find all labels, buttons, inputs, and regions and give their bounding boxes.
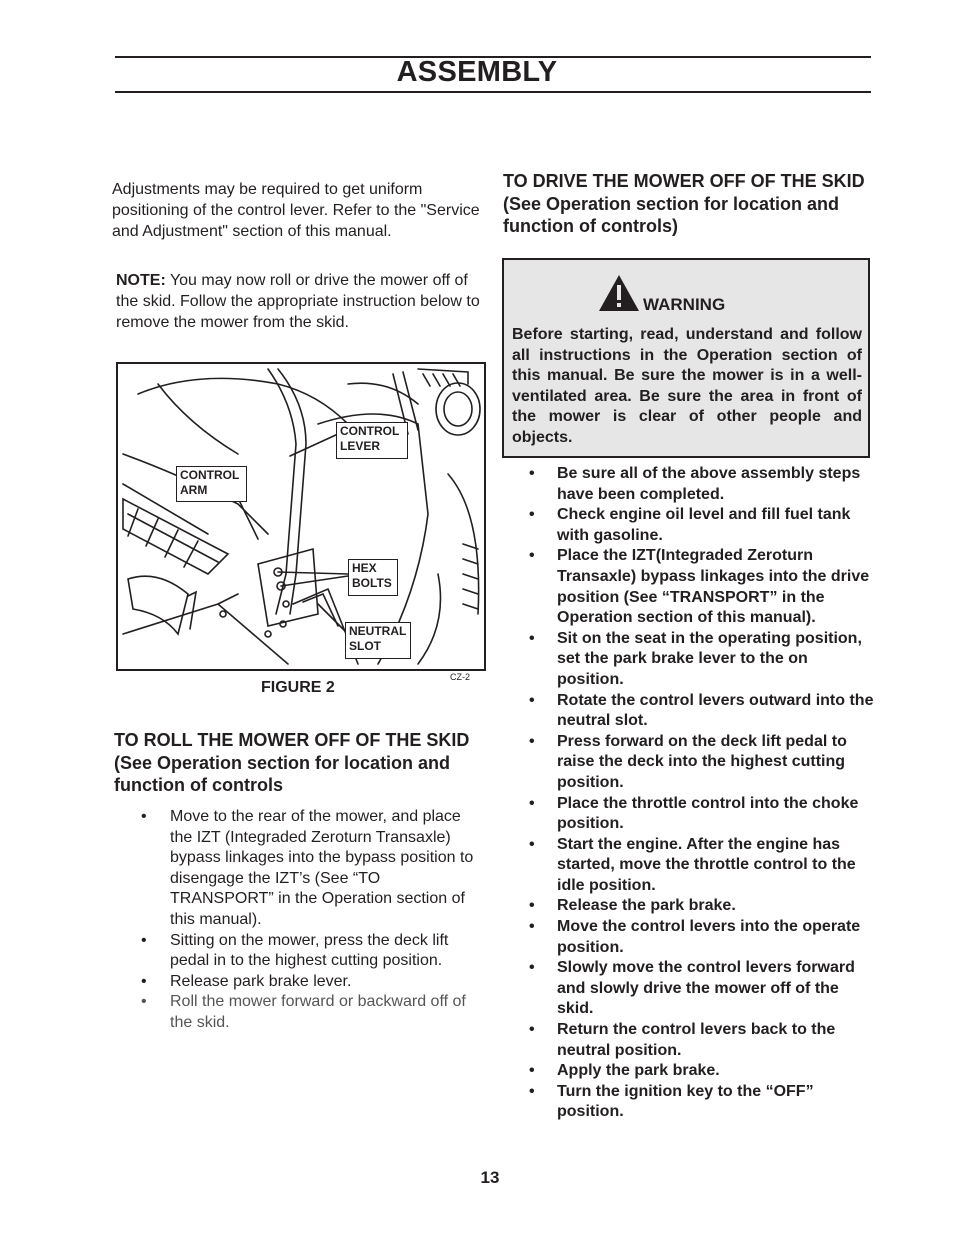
list-item: • Release park brake lever. bbox=[114, 972, 486, 993]
list-item: • Roll the mower forward or backward off of the skid. bbox=[114, 992, 486, 1033]
note-text: You may now roll or drive the mower off of the skid. Follow the appropriate instruction below to remove the mower from the skid. bbox=[116, 272, 480, 331]
list-item: • Place the IZT(Integraded Zeroturn Transaxle) bypass linkages into the drive position (See “TRANSPORT” in the Operation section of this manual). bbox=[502, 546, 874, 628]
warning-box bbox=[502, 258, 870, 458]
callout-hex-bolts: HEX BOLTS bbox=[348, 559, 398, 596]
drive-heading: TO DRIVE THE MOWER OFF OF THE SKID (See Operation section for location and function of controls) bbox=[503, 171, 865, 236]
drive-steps-list bbox=[502, 464, 874, 1123]
list-item: • Place the throttle control into the choke position. bbox=[502, 794, 874, 835]
list-item: • Start the engine. After the engine has started, move the throttle control to the idle position. bbox=[502, 835, 874, 897]
callout-neutral-slot: NEUTRAL SLOT bbox=[345, 622, 411, 659]
list-item: • Sitting on the mower, press the deck lift pedal in to the highest cutting position. bbox=[114, 931, 486, 972]
intro-paragraph: Adjustments may be required to get uniform positioning of the control lever. Refer to the "Service and Adjustment" section of this manual. bbox=[112, 181, 480, 240]
list-item: • Release the park brake. bbox=[502, 896, 874, 917]
warning-label: WARNING bbox=[643, 295, 726, 314]
figure-2-illustration bbox=[116, 362, 486, 671]
roll-steps-list bbox=[114, 807, 486, 1034]
list-item: • Move the control levers into the operate position. bbox=[502, 917, 874, 958]
list-item: • Return the control levers back to the neutral position. bbox=[502, 1020, 874, 1061]
warning-triangle-icon bbox=[598, 274, 640, 312]
roll-heading: TO ROLL THE MOWER OFF OF THE SKID (See Operation section for location and function of controls bbox=[114, 730, 470, 795]
mower-control-drawing bbox=[118, 364, 484, 669]
warning-text: Before starting, read, understand and follow all instructions in the Operation section of this manual. Be sure the mower is in a well-ventilated area. Be sure the area in front of the mower is clear of other people and objects. bbox=[512, 326, 862, 446]
figure-code: CZ-2 bbox=[450, 672, 470, 682]
list-item: • Sit on the seat in the operating position, set the park brake lever to the on position. bbox=[502, 629, 874, 691]
page-title: ASSEMBLY bbox=[396, 56, 558, 88]
callout-control-arm: CONTROL ARM bbox=[176, 466, 247, 502]
list-item: • Rotate the control levers outward into the neutral slot. bbox=[502, 691, 874, 732]
note-label: NOTE: bbox=[116, 272, 166, 289]
callout-control-lever: CONTROL LEVER bbox=[336, 422, 408, 459]
list-item: • Check engine oil level and fill fuel tank with gasoline. bbox=[502, 505, 874, 546]
list-item: • Slowly move the control levers forward and slowly drive the mower off of the skid. bbox=[502, 958, 874, 1020]
note-paragraph bbox=[116, 270, 486, 333]
list-item: • Apply the park brake. bbox=[502, 1061, 874, 1082]
list-item: • Move to the rear of the mower, and place the IZT (Integraded Zeroturn Transaxle) bypass linkages into the bypass position to disengage the IZT’s (See “TO TRANSPORT” in the Operation section of this manual). bbox=[114, 807, 486, 931]
figure-caption: FIGURE 2 bbox=[261, 679, 335, 696]
list-item: • Turn the ignition key to the “OFF” position. bbox=[502, 1082, 874, 1123]
list-item: • Be sure all of the above assembly steps have been completed. bbox=[502, 464, 874, 505]
header-bottom-rule bbox=[115, 91, 871, 93]
list-item: • Press forward on the deck lift pedal to raise the deck into the highest cutting position. bbox=[502, 732, 874, 794]
page-number: 13 bbox=[480, 1168, 500, 1187]
